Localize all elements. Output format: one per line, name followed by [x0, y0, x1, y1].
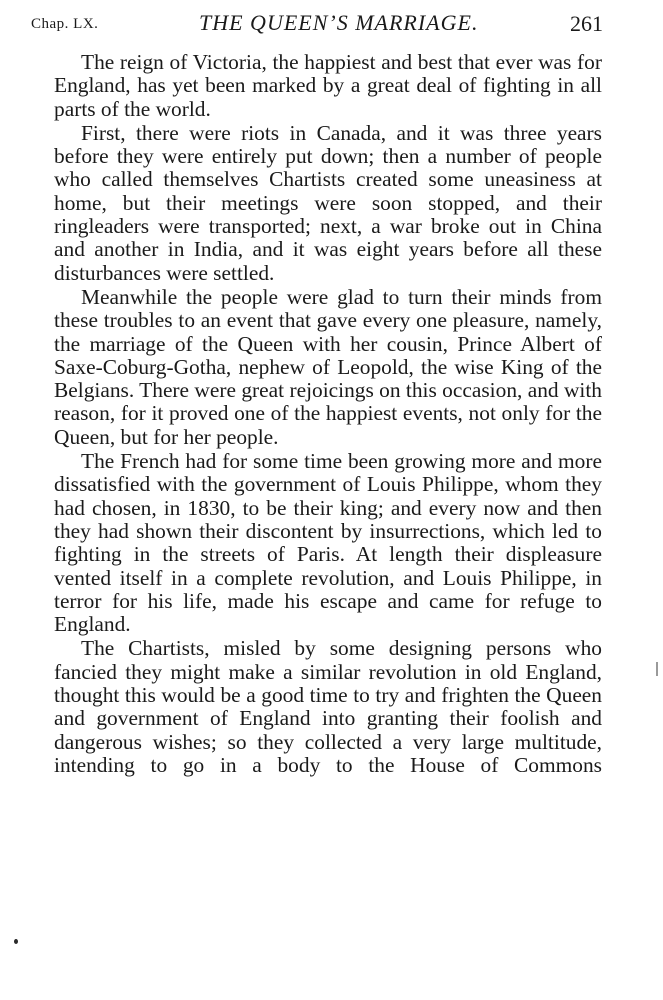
- chapter-label: Chap. LX.: [31, 16, 99, 32]
- page-number: 261: [570, 11, 603, 36]
- paragraph-1: The reign of Victoria, the happiest and best that ever was for England, has yet been marked by a great deal of fighting in all parts of the world.: [54, 50, 602, 121]
- paragraph-3: Meanwhile the people were glad to turn their minds from these troubles to an event that gave every one pleasure, namely, the marriage of the Queen with her cousin, Prince Albert of Saxe-Coburg-Gotha, nephew of Leopold, the wise King of the Belgians. There were great rejoicings on this occasion, and with reason, for it proved one of the happiest events, not only for the Queen, but for her people.: [54, 284, 602, 449]
- paragraph-5: The Chartists, misled by some designing persons who fancied they might make a similar revolution in old England, thought this would be a good time to try and frighten the Queen and government of England into granting their foolish and dangerous wishes; so they collected a very large multitude, intending to go in a body to the House of Commons: [54, 636, 602, 777]
- ink-speck: [14, 939, 18, 944]
- body-text: [54, 51, 602, 777]
- margin-mark: [656, 662, 658, 676]
- running-head: [31, 10, 603, 40]
- paragraph-4: The French had for some time been growing more and more dissatisfied with the government of Louis Philippe, whom they had chosen, in 1830, to be their king; and every now and then they had shown their discontent by insurrections, which led to fighting in the streets of Paris. At length their displeasure vented itself in a complete revolution, and Louis Philippe, in terror for his life, made his escape and came for refuge to England.: [54, 449, 602, 637]
- running-title: THE QUEEN’S MARRIAGE.: [199, 10, 479, 35]
- paragraph-2: First, there were riots in Canada, and it was three years before they were entirely put down; then a number of people who called themselves Chartists created some uneasiness at home, but their meetings were soon stopped, and their ringleaders were transported; next, a war broke out in China and another in India, and it was eight years before all these disturbances were settled.: [54, 120, 602, 285]
